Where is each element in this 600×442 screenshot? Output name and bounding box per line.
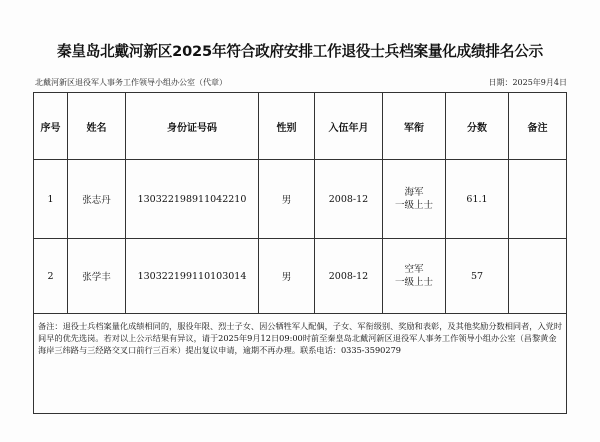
cell-enlist: 2008-12 bbox=[315, 239, 383, 314]
table-row bbox=[34, 160, 567, 239]
table-header-row bbox=[34, 93, 567, 160]
header-rank: 军衔 bbox=[383, 93, 446, 160]
header-score: 分数 bbox=[446, 93, 509, 160]
cell-id: 130322199110103014 bbox=[126, 239, 259, 314]
cell-score: 57 bbox=[446, 239, 509, 314]
cell-id: 130322198911042210 bbox=[126, 160, 259, 239]
cell-gender: 男 bbox=[259, 160, 315, 239]
cell-rank bbox=[383, 160, 446, 239]
header-remark: 备注 bbox=[509, 93, 567, 160]
cell-no: 1 bbox=[34, 160, 68, 239]
note-text: 备注：退役士兵档案量化成绩相同的，服役年限、烈士子女、因公牺牲军人配偶，子女、军衔级别、奖励和表彰，及其他奖励分数相同者，入党时间早的优先选岗。若对以上公示结果有异议，请于2025年9月12日09:00时前至秦皇岛北戴河新区退役军人事务工作领导小组办公室（昌黎黄金海岸三纬路与三经路交叉口前行三百米）提出复议申请，逾期不再办理。联系电话：0335-3590279 bbox=[34, 314, 567, 414]
cell-name: 张志丹 bbox=[68, 160, 126, 239]
cell-rank-branch: 空军 bbox=[404, 264, 424, 275]
header-id: 身份证号码 bbox=[126, 93, 259, 160]
cell-remark bbox=[509, 160, 567, 239]
cell-gender: 男 bbox=[259, 239, 315, 314]
cell-name: 张学丰 bbox=[68, 239, 126, 314]
table-row bbox=[34, 239, 567, 314]
header-no: 序号 bbox=[34, 93, 68, 160]
document-title: 秦皇岛北戴河新区2025年符合政府安排工作退役士兵档案量化成绩排名公示 bbox=[56, 43, 544, 60]
cell-score: 61.1 bbox=[446, 160, 509, 239]
cell-rank-branch: 海军 bbox=[404, 187, 424, 198]
header-name: 姓名 bbox=[68, 93, 126, 160]
cell-remark bbox=[509, 239, 567, 314]
cell-no: 2 bbox=[34, 239, 68, 314]
ranking-table bbox=[33, 92, 567, 414]
header-gender: 性别 bbox=[259, 93, 315, 160]
issuer-label: 北戴河新区退役军人事务工作领导小组办公室（代章） bbox=[35, 78, 227, 87]
note-row bbox=[34, 314, 567, 414]
cell-rank-grade: 一级上士 bbox=[394, 200, 433, 211]
date-label: 日期：2025年9月4日 bbox=[488, 78, 567, 87]
cell-rank-grade: 一级上士 bbox=[394, 277, 433, 288]
cell-enlist: 2008-12 bbox=[315, 160, 383, 239]
cell-rank bbox=[383, 239, 446, 314]
header-enlist: 入伍年月 bbox=[315, 93, 383, 160]
